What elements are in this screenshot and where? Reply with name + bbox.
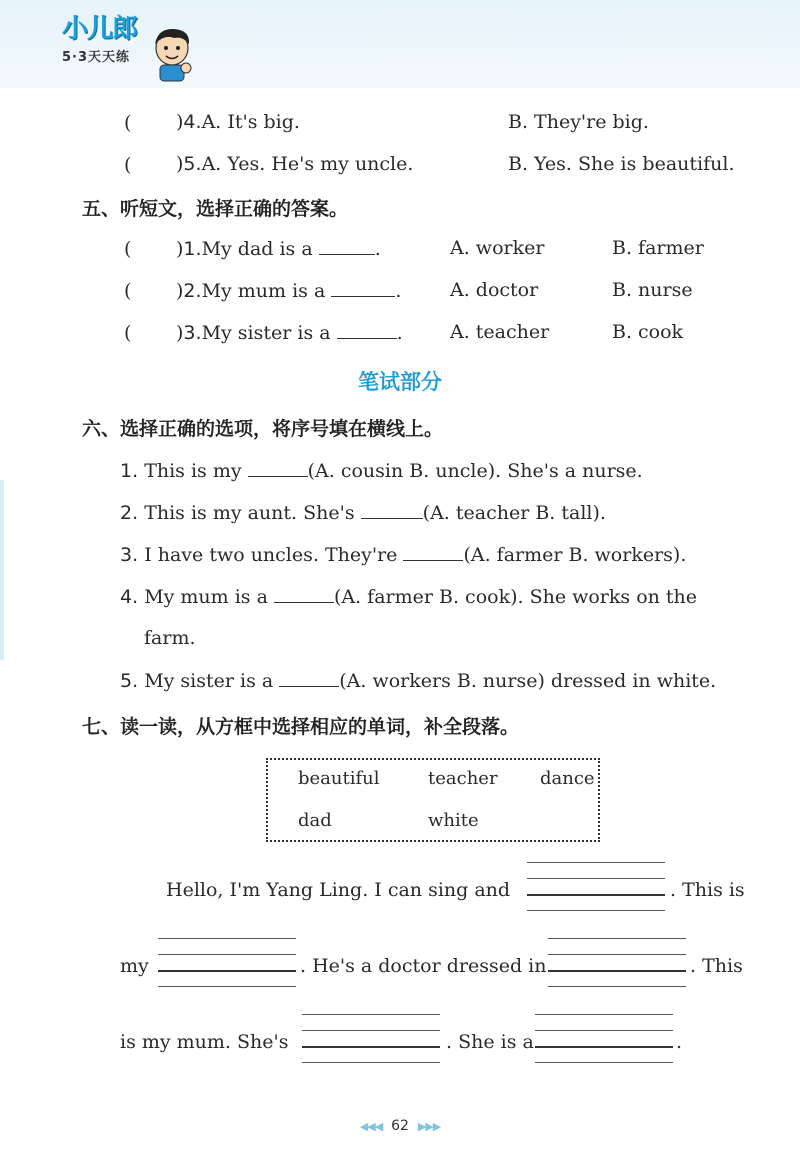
page-footer — [0, 1118, 800, 1134]
passage-line-3-mid: . She is a — [446, 1031, 534, 1053]
box-word: dad — [298, 810, 332, 831]
s6-item-4: 4. My mum is a (A. farmer B. cook). She works on the — [120, 586, 698, 608]
s5-question-2: )2.My mum is a . — [176, 280, 402, 302]
answer-paren: ( — [124, 154, 132, 176]
written-section-banner: 笔试部分 — [358, 370, 442, 394]
passage-line-1-end: . This is — [670, 879, 745, 901]
passage-line-2-mid: . He's a doctor dressed in — [300, 955, 547, 977]
s6-item-1: 1. This is my (A. cousin B. uncle). She's a nurse. — [120, 460, 643, 482]
s6-item-3: 3. I have two uncles. They're (A. farmer B. workers). — [120, 544, 687, 566]
box-word: white — [428, 810, 479, 831]
question-4: )4.A. It's big. — [176, 111, 300, 133]
option-b: B. They're big. — [508, 111, 649, 133]
s5-question-1: )1.My dad is a . — [176, 238, 381, 260]
question-5: )5.A. Yes. He's my uncle. — [176, 153, 414, 175]
box-word: beautiful — [298, 768, 380, 789]
four-line-blank[interactable] — [302, 1014, 440, 1062]
answer-paren: ( — [124, 238, 132, 260]
answer-blank[interactable] — [331, 278, 395, 297]
section-6-title: 六、选择正确的选项，将序号填在横线上。 — [82, 418, 444, 440]
passage-line-2-end: . This — [690, 955, 743, 977]
series-name: 5·3天天练 — [62, 50, 131, 65]
page-number: 62 — [391, 1118, 409, 1134]
passage-line-2-start: my — [120, 955, 149, 977]
answer-blank[interactable] — [279, 668, 339, 687]
option-a: A. It's big. — [201, 111, 300, 133]
section-7-title: 七、读一读，从方框中选择相应的单词，补全段落。 — [82, 716, 520, 738]
word-box — [266, 758, 600, 842]
answer-paren: ( — [124, 280, 132, 302]
passage-line-3-end: . — [676, 1031, 683, 1053]
logo — [62, 14, 137, 65]
page-edge-tab — [0, 480, 4, 660]
four-line-blank[interactable] — [158, 938, 296, 986]
answer-blank[interactable] — [361, 500, 423, 519]
box-word: teacher — [428, 768, 498, 789]
option-b: B. Yes. She is beautiful. — [508, 153, 735, 175]
box-word: dance — [540, 768, 595, 789]
brand-title: 小儿郎 — [62, 14, 138, 44]
s6-item-2: 2. This is my aunt. She's (A. teacher B. tall). — [120, 502, 606, 524]
answer-blank[interactable] — [248, 458, 308, 477]
four-line-blank[interactable] — [527, 862, 665, 910]
four-line-blank[interactable] — [535, 1014, 673, 1062]
answer-blank[interactable] — [403, 542, 463, 561]
four-line-blank[interactable] — [548, 938, 686, 986]
option-a: A. teacher — [450, 321, 550, 343]
option-a: A. doctor — [450, 279, 539, 301]
option-a: A. Yes. He's my uncle. — [201, 153, 414, 175]
s5-question-3: )3.My sister is a . — [176, 322, 403, 344]
answer-blank[interactable] — [337, 320, 397, 339]
option-a: A. worker — [450, 237, 545, 259]
s6-item-4-continued: farm. — [144, 627, 196, 649]
s6-item-5: 5. My sister is a (A. workers B. nurse) dressed in white. — [120, 670, 717, 692]
option-b: B. cook — [612, 321, 684, 343]
answer-blank[interactable] — [319, 236, 375, 255]
answer-paren: ( — [124, 322, 132, 344]
passage-line-3-start: is my mum. She's — [120, 1031, 289, 1053]
left-arrows-icon: ◀◀◀ — [359, 1120, 383, 1133]
passage-line-1-start: Hello, I'm Yang Ling. I can sing and — [166, 879, 511, 901]
section-5-title: 五、听短文，选择正确的答案。 — [82, 198, 349, 220]
boy-mascot-icon — [150, 24, 194, 82]
right-arrows-icon: ▶▶▶ — [417, 1120, 441, 1133]
option-b: B. farmer — [612, 237, 704, 259]
answer-paren: ( — [124, 112, 132, 134]
answer-blank[interactable] — [274, 584, 334, 603]
option-b: B. nurse — [612, 279, 693, 301]
